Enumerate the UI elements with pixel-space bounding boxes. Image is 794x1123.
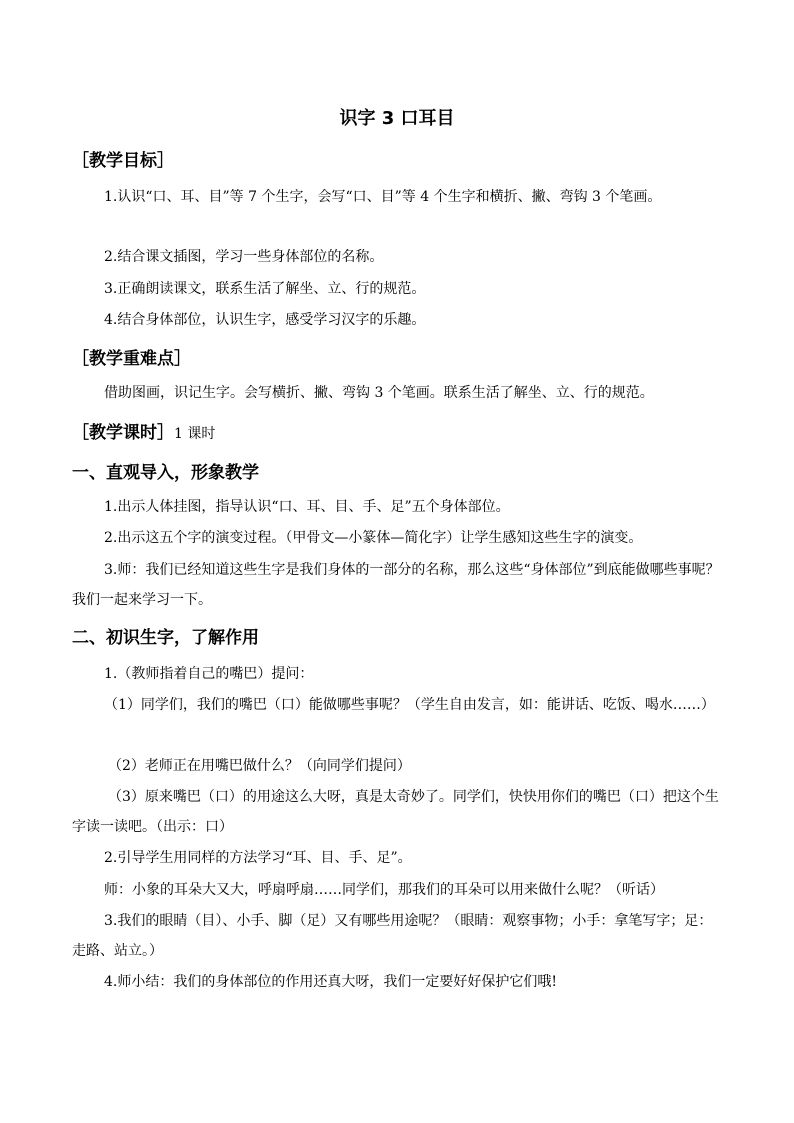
section2-item-4: （3）原来嘴巴（口）的用途这么大呀，真是太奇妙了。同学们，快快用你们的嘴巴（口）把这个生字读一读吧。（出示：口）	[72, 789, 719, 835]
section1-item-2: 2.出示这五个字的演变过程。（甲骨文—小篆体—简化字）让学生感知这些生字的演变。	[104, 530, 643, 546]
key-points-heading: ［教学重难点］	[72, 349, 191, 369]
section2-heading: 二、初识生字，了解作用	[72, 628, 259, 648]
section1-item-1: 1.出示人体挂图，指导认识“口、耳、目、手、足”五个身体部位。	[104, 499, 510, 515]
section1-item-3: 3.师：我们已经知道这些生字是我们身体的一部分的名称，那么这些“身体部位”到底能做哪些事呢？我们一起来学习一下。	[72, 562, 720, 608]
section2-item-1: 1.（教师指着自己的嘴巴）提问：	[104, 666, 314, 682]
page-title: 识字 3 口耳目	[339, 108, 455, 129]
class-hours-heading: ［教学课时］	[72, 423, 174, 443]
section2-item-3: （2）老师正在用嘴巴做什么？（向同学们提问）	[108, 758, 411, 774]
section2-item-6: 师：小象的耳朵大又大，呼扇呼扇……同学们，那我们的耳朵可以用来做什么呢？（听话）	[104, 882, 664, 898]
key-points-text: 借助图画，识记生字。会写横折、撇、弯钩 3 个笔画。联系生活了解坐、立、行的规范。	[104, 385, 654, 401]
objective-item-3: 3.正确朗读课文，联系生活了解坐、立、行的规范。	[104, 281, 426, 297]
objective-item-1: 1.认识“口、耳、目”等 7 个生字，会写“口、目”等 4 个生字和横折、撇、弯钩 3 个笔画。	[104, 189, 662, 205]
section2-item-2: （1）同学们，我们的嘴巴（口）能做哪些事呢？（学生自由发言，如：能讲话、吃饭、喝水……）	[104, 697, 715, 713]
class-hours-line	[72, 418, 215, 443]
objectives-heading: ［教学目标］	[72, 151, 174, 171]
section1-heading: 一、直观导入，形象教学	[72, 463, 259, 483]
objective-item-4: 4.结合身体部位，认识生字，感受学习汉字的乐趣。	[104, 312, 426, 328]
section2-item-8: 4.师小结：我们的身体部位的作用还真大呀，我们一定要好好保护它们哦!	[104, 974, 557, 990]
section2-item-7: 3.我们的眼睛（目）、小手、脚（足）又有哪些用途呢？（眼睛：观察事物；小手：拿笔写字；足：走路、站立。）	[72, 913, 713, 959]
objective-item-2: 2.结合课文插图，学习一些身体部位的名称。	[104, 249, 384, 265]
section2-item-5: 2.引导学生用同样的方法学习“耳、目、手、足”。	[104, 850, 412, 866]
class-hours-value: 1 课时	[174, 426, 216, 442]
